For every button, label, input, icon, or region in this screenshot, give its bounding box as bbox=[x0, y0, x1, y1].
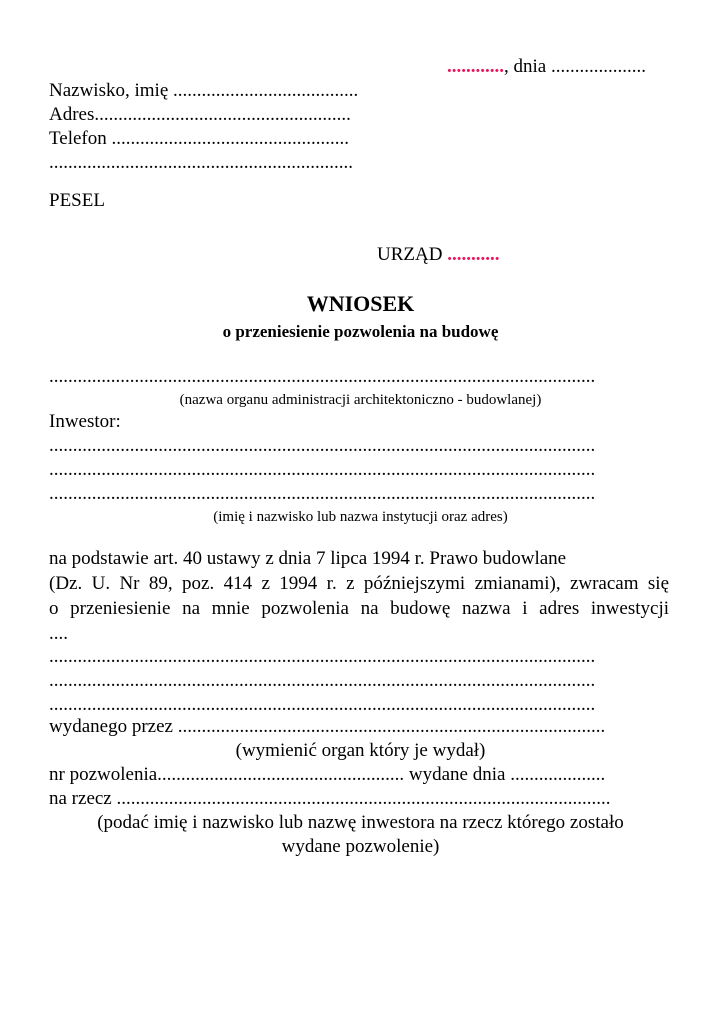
phone-field: Telefon .................................................. bbox=[49, 128, 350, 149]
permit-number-field: nr pozwolenia.................................................... wydane dnia .................... bbox=[49, 764, 606, 785]
body-text-line: na podstawie art. 40 ustawy z dnia 7 lipca 1994 r. Prawo budowlane bbox=[49, 548, 567, 569]
extra-field: ................................................................ bbox=[49, 152, 353, 173]
office-placeholder: ........... bbox=[447, 244, 500, 265]
investor-line: ................................................................................................................... bbox=[49, 459, 596, 480]
investor-line: ................................................................................................................... bbox=[49, 435, 596, 456]
in-favor-caption: wydane pozwolenie) bbox=[281, 836, 440, 857]
investment-line: ................................................................................................................... bbox=[49, 670, 596, 691]
pesel-label: PESEL bbox=[49, 190, 105, 211]
document-title: WNIOSEK bbox=[306, 291, 415, 316]
in-favor-field: na rzecz ........................................................................................................ bbox=[49, 788, 611, 809]
investment-line: ................................................................................................................... bbox=[49, 694, 596, 715]
date-label: , dnia .................... bbox=[504, 56, 646, 77]
body-text-line: .... bbox=[49, 623, 68, 644]
issued-by-caption: (wymienić organ który je wydał) bbox=[235, 740, 486, 761]
body-text-line: o przeniesienie na mnie pozwolenia na budowę nazwa i adres inwestycji bbox=[49, 598, 669, 619]
body-text-line: (Dz. U. Nr 89, poz. 414 z 1994 r. z późniejszymi zmianami), zwracam się bbox=[49, 573, 669, 594]
address-field: Adres...................................................... bbox=[49, 104, 351, 125]
office-line bbox=[377, 244, 499, 266]
investor-caption: (imię i nazwisko lub nazwa instytucji oraz adres) bbox=[213, 509, 508, 525]
investment-line: ................................................................................................................... bbox=[49, 646, 596, 667]
office-label: URZĄD bbox=[377, 244, 448, 265]
issued-by-field: wydanego przez .......................................................................................... bbox=[49, 716, 606, 737]
place-date-line bbox=[447, 56, 646, 78]
name-field: Nazwisko, imię ....................................... bbox=[49, 80, 359, 101]
place-placeholder: ............ bbox=[447, 56, 504, 77]
authority-caption: (nazwa organu administracji architektoniczno - budowlanej) bbox=[179, 392, 542, 408]
authority-line: ................................................................................................................... bbox=[49, 366, 596, 387]
in-favor-caption: (podać imię i nazwisko lub nazwę inwestora na rzecz którego zostało bbox=[97, 812, 624, 833]
investor-label: Inwestor: bbox=[49, 411, 121, 432]
investor-line: ................................................................................................................... bbox=[49, 483, 596, 504]
document-subtitle: o przeniesienie pozwolenia na budowę bbox=[222, 322, 499, 341]
